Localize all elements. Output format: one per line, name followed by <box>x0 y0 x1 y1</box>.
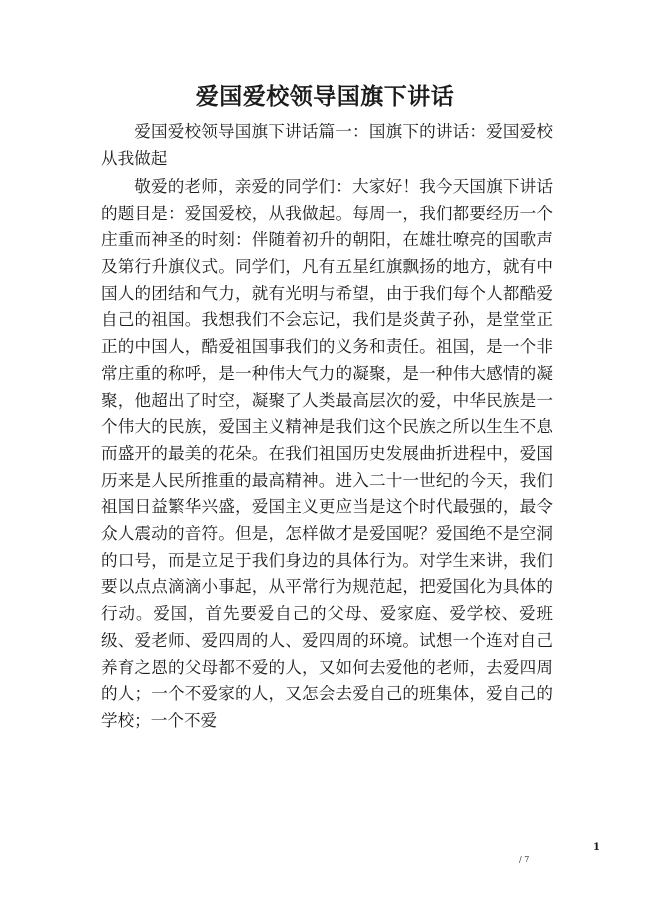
page-number: 1 <box>593 842 600 853</box>
page-count-footer: / 7 <box>519 855 530 864</box>
document-title: 爱国爱校领导国旗下讲话 <box>195 84 455 110</box>
document-subtitle: 爱国爱校领导国旗下讲话篇一：国旗下的讲话：爱国爱校 从我做起 <box>101 122 553 168</box>
document-body <box>101 119 553 735</box>
body-paragraph: 敬爱的老师，亲爱的同学们：大家好！我今天国旗下讲话的题目是：爱国爱校，从我做起。每周一，我们都要经历一个庄重而神圣的时刻：伴随着初升的朝阳，在雄壮嘹亮的国歌声及第行升旗仪式。同学们，凡有五星红旗飘扬的地方，就有中国人的团结和气力，就有光明与希望，由于我们每个人都酷爱自己的祖国。我想我们不会忘记，我们是炎黄子孙，是堂堂正正的中国人，酷爱祖国事我们的义务和责任。祖国，是一个非常庄重的称呼，是一种伟大气力的凝聚，是一种伟大感情的凝聚，他超出了时空，凝聚了人类最高层次的爱，中华民族是一个伟大的民族，爱国主义精神是我们这个民族之所以生生不息而盛开的最美的花朵。在我们祖国历史发展曲折进程中，爱国历来是人民所推重的最高精神。进入二十一世纪的今天，我们祖国日益繁华兴盛，爱国主义更应当是这个时代最强的，最令众人震动的音符。但是，怎样做才是爱国呢？爱国绝不是空洞的口号，而是立足于我们身边的具体行为。对学生来讲，我们要以点点滴滴小事起，从平常行为规范起，把爱国化为具体的行动。爱国，首先要爱自己的父母、爱家庭、爱学校、爱班级、爱老师、爱四周的人、爱四周的环境。试想一个连对自己养育之恩的父母都不爱的人，又如何去爱他的老师，去爱四周的人；一个不爱家的人，又怎会去爱自己的班集体，爱自己的学校；一个不爱 <box>101 176 553 730</box>
